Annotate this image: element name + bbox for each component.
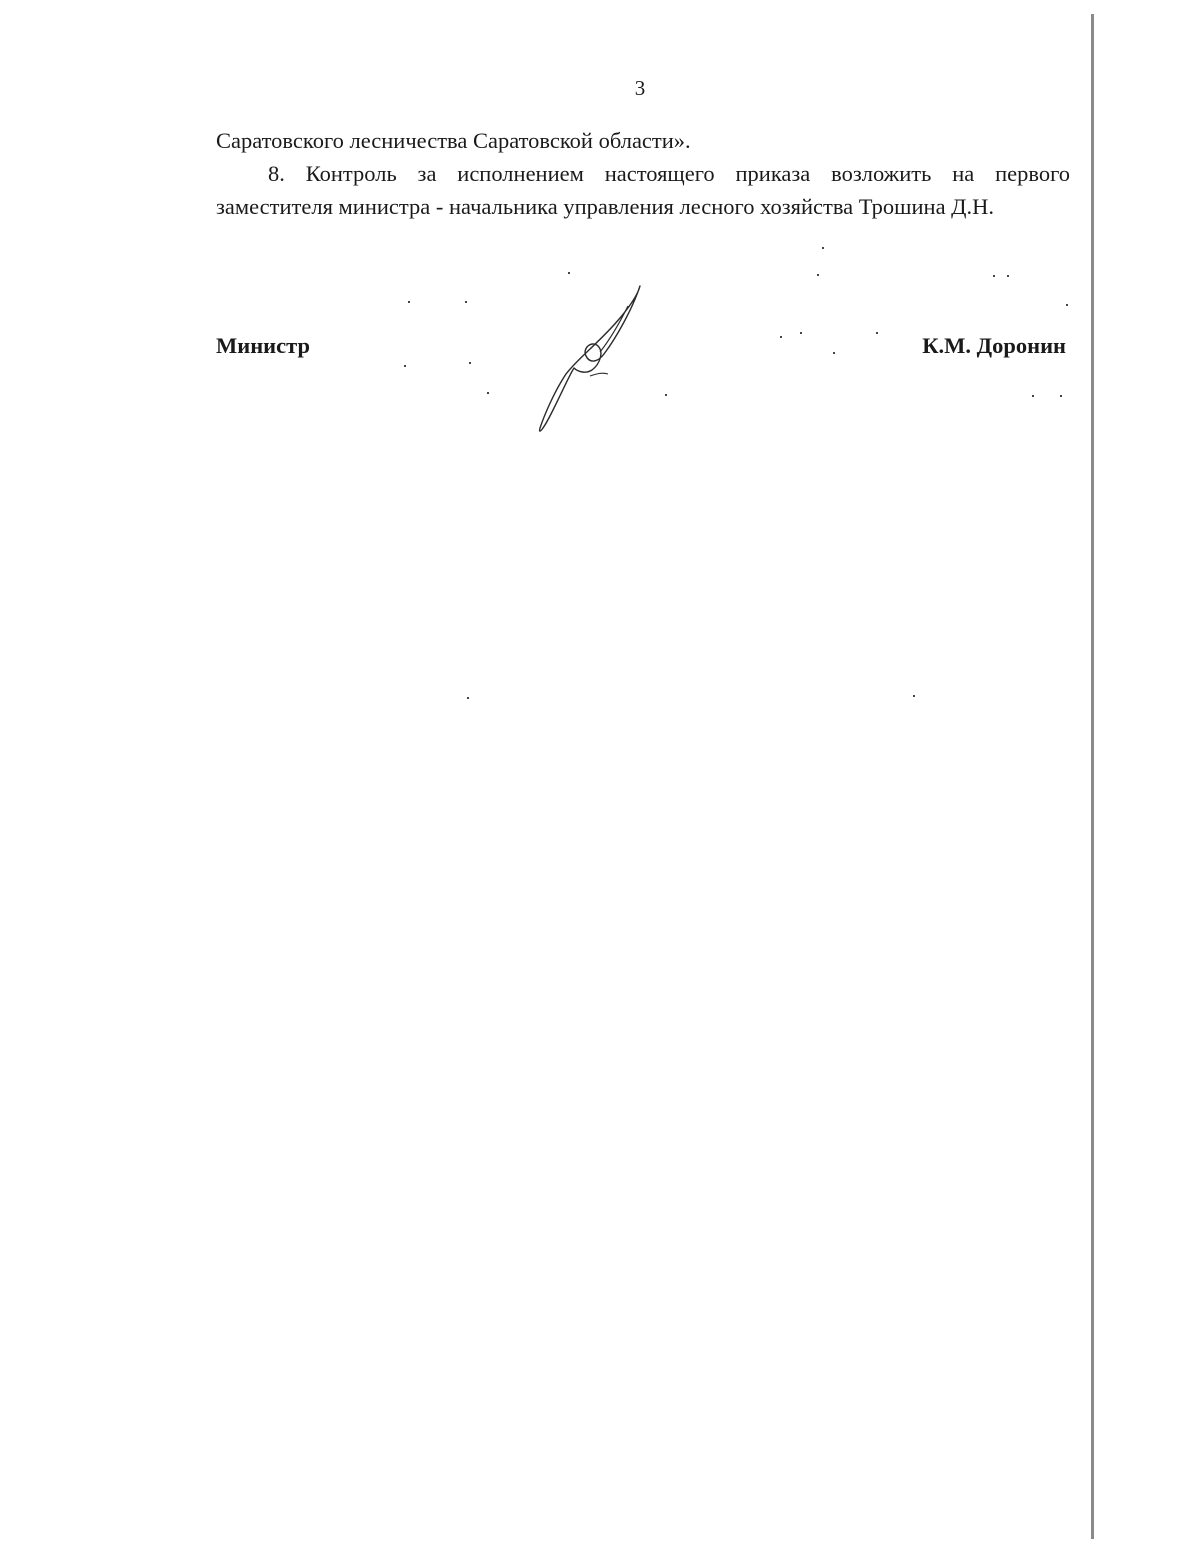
scan-speck xyxy=(568,272,570,274)
signer-name: К.М. Доронин xyxy=(922,333,1066,358)
scan-speck xyxy=(913,695,915,697)
continuation-line: Саратовского лесничества Саратовской области». xyxy=(216,128,691,153)
page-number: 3 xyxy=(634,76,646,100)
scan-speck xyxy=(1007,275,1009,277)
scan-speck xyxy=(1060,395,1062,397)
signer-title: Министр xyxy=(216,333,310,358)
scan-speck xyxy=(469,362,471,364)
scan-speck xyxy=(487,392,489,394)
scan-speck xyxy=(876,332,878,334)
signature-block xyxy=(216,333,1066,369)
scan-speck xyxy=(1032,395,1034,397)
scan-speck xyxy=(465,301,467,303)
scan-speck xyxy=(408,301,410,303)
scan-speck xyxy=(800,332,802,334)
scan-speck xyxy=(665,394,667,396)
document-body xyxy=(216,124,1070,223)
page-edge-line xyxy=(1091,14,1094,1539)
scan-speck xyxy=(467,697,469,699)
scan-speck xyxy=(1066,304,1068,306)
scan-speck xyxy=(833,352,835,354)
scan-speck xyxy=(780,336,782,338)
scan-speck xyxy=(993,275,995,277)
scan-speck xyxy=(822,247,824,249)
paragraph-8: 8. Контроль за исполнением настоящего приказа возложить на первого заместителя министра - начальника управления лесного хозяйства Трошина Д.Н. xyxy=(216,161,1070,219)
scan-speck xyxy=(817,274,819,276)
scan-speck xyxy=(404,365,406,367)
